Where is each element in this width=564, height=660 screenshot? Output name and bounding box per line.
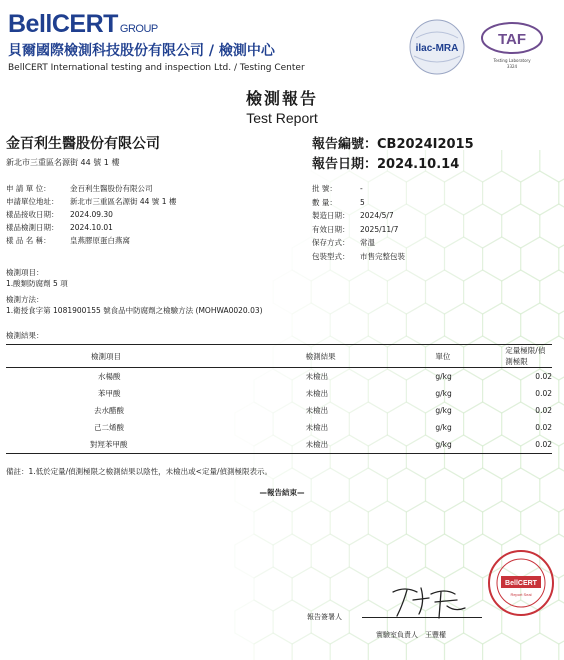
hexagon-shape	[273, 600, 311, 644]
info-sample-name: 樣 品 名 稱： 皇燕膠原蛋白燕窩	[6, 236, 130, 245]
hexagon-shape	[559, 171, 564, 215]
info-packaging: 包裝型式： 市售完整包裝	[312, 251, 405, 261]
report-title-zh: 檢測報告	[245, 89, 318, 108]
hexagon-shape	[483, 501, 521, 545]
ilac-mra-logo	[406, 18, 468, 78]
taf-text: TAF	[497, 31, 527, 48]
hexagon-shape	[483, 633, 521, 660]
test-items-value: 1.酸類防腐劑 5 項	[6, 279, 68, 288]
col-header-limit: 定量極限/偵測極限	[505, 346, 546, 366]
hexagon-shape	[349, 534, 387, 578]
signer-label: 報告簽署人	[307, 613, 342, 621]
hexagon-shape	[330, 501, 368, 545]
hexagon-shape	[559, 567, 564, 611]
cell-result: 未檢出	[305, 423, 329, 432]
hexagon-shape	[483, 237, 521, 281]
test-items-section	[6, 267, 68, 289]
hexagon-shape	[292, 501, 330, 545]
hexagon-shape	[521, 501, 559, 545]
hexagon-shape	[311, 600, 349, 644]
cell-unit: g/kg	[435, 372, 452, 381]
test-method-heading: 檢測方法：	[6, 295, 44, 304]
test-method-value: 1.衛授食字第 1081900155 號食品中防腐劑之檢驗方法 (MOHWA0020.03)	[6, 306, 263, 315]
hexagon-shape	[483, 303, 521, 347]
company-name-en: BellCERT International testing and inspection Ltd. / Testing Center	[8, 63, 305, 73]
taf-caption: Testing Laboratory 3324	[493, 58, 531, 69]
hexagon-shape	[502, 270, 540, 314]
hexagon-shape	[254, 633, 292, 660]
hexagon-shape	[406, 171, 444, 215]
hexagon-shape	[406, 501, 444, 545]
hexagon-shape	[330, 567, 368, 611]
hexagon-shape	[368, 501, 406, 545]
cell-item: 苯甲酸	[98, 389, 121, 398]
info-applicant-address: 申請單位地址： 新北市三重區名源街 44 號 1 樓	[6, 197, 177, 206]
footnote: 備註：1.低於定量/偵測極限之檢測結果以陰性，未檢出或<定量/偵測極限表示。	[6, 467, 272, 476]
hexagon-shape	[445, 303, 483, 347]
hexagon-shape	[445, 171, 483, 215]
hexagon-shape	[406, 237, 444, 281]
cell-item: 水楊酸	[98, 372, 121, 381]
lab-supervisor: 實驗室負責人 王豐權	[376, 631, 446, 639]
hexagon-shape	[464, 270, 502, 314]
cell-limit: 0.02	[535, 440, 552, 449]
cell-unit: g/kg	[435, 440, 452, 449]
company-name-zh: 貝爾國際檢測科技股份有限公司 / 檢測中心	[8, 43, 275, 59]
customer-name: 金百利生醫股份有限公司	[6, 136, 160, 152]
company-seal	[487, 549, 555, 617]
cell-result: 未檢出	[305, 440, 329, 449]
cell-item: 對羥苯甲酸	[90, 440, 128, 449]
hexagon-shape	[464, 204, 502, 248]
hexagon-shape	[311, 534, 349, 578]
hexagon-shape	[235, 600, 273, 644]
hexagon-shape	[540, 150, 564, 182]
hexagon-shape	[426, 534, 464, 578]
seal-name: BellCERT	[505, 580, 537, 587]
hexagon-shape	[273, 534, 311, 578]
cell-result: 未檢出	[305, 372, 329, 381]
ilac-text: ilac-MRA	[415, 43, 459, 54]
hexagon-shape	[559, 501, 564, 545]
results-heading: 檢測結果：	[6, 331, 44, 340]
hexagon-shape	[483, 171, 521, 215]
hexagon-shape	[406, 303, 444, 347]
hexagon-shape	[368, 303, 406, 347]
sample-info-left	[6, 182, 176, 247]
info-manufacture-date: 製造日期： 2024/5/7	[312, 211, 394, 220]
info-quantity: 數 量： 5	[312, 197, 365, 207]
col-header-item: 檢測項目	[91, 351, 121, 361]
hexagon-shape	[311, 270, 349, 314]
hexagon-shape	[521, 303, 559, 347]
seal-sub: Report Seal	[510, 592, 532, 597]
hexagon-shape	[235, 534, 273, 578]
hexagon-shape	[330, 633, 368, 660]
info-applicant: 申 請 單 位： 金百利生醫股份有限公司	[6, 184, 153, 193]
col-header-unit: 單位	[435, 351, 451, 361]
cell-result: 未檢出	[305, 406, 329, 415]
table-row	[6, 368, 552, 386]
hexagon-shape	[426, 270, 464, 314]
hexagon-shape	[292, 633, 330, 660]
hexagon-shape	[387, 270, 425, 314]
report-date: 報告日期：2024.10.14	[312, 157, 460, 172]
hexagon-shape	[292, 567, 330, 611]
cell-result: 未檢出	[305, 389, 329, 398]
hexagon-shape	[349, 270, 387, 314]
col-header-result: 檢測結果	[305, 351, 336, 361]
cell-unit: g/kg	[435, 389, 452, 398]
hexagon-shape	[540, 204, 564, 248]
hexagon-shape	[330, 303, 368, 347]
hexagon-shape	[464, 150, 502, 182]
hexagon-shape	[521, 237, 559, 281]
cell-unit: g/kg	[435, 423, 452, 432]
hexagon-shape	[559, 435, 564, 479]
hexagon-shape	[387, 534, 425, 578]
info-receive-date: 樣品接收日期： 2024.09.30	[6, 210, 113, 219]
table-header-row	[6, 345, 552, 368]
cell-item: 去水醋酸	[94, 406, 124, 415]
cell-limit: 0.02	[535, 423, 552, 432]
hexagon-shape	[559, 303, 564, 347]
hexagon-shape	[559, 369, 564, 413]
hexagon-shape	[254, 501, 292, 545]
cell-limit: 0.02	[535, 406, 552, 415]
hexagon-shape	[426, 204, 464, 248]
hexagon-shape	[540, 270, 564, 314]
info-test-date: 樣品檢測日期： 2024.10.01	[6, 223, 113, 232]
info-expiry-date: 有效日期： 2025/11/7	[312, 224, 399, 234]
test-items-heading: 檢測項目：	[6, 268, 44, 277]
cell-item: 己二烯酸	[94, 423, 124, 432]
report-number: 報告編號：CB2024I2015	[312, 137, 474, 152]
hexagon-shape	[521, 171, 559, 215]
hexagon-shape	[292, 303, 330, 347]
table-row	[6, 436, 552, 454]
hexagon-shape	[559, 633, 564, 660]
hexagon-shape	[502, 150, 540, 182]
hexagon-shape	[254, 567, 292, 611]
results-table	[6, 344, 552, 454]
info-storage: 保存方式： 常溫	[312, 238, 375, 247]
hexagon-shape	[502, 204, 540, 248]
brand-logo: BellCERT GROUP	[8, 10, 158, 38]
report-title-en: Test Report	[246, 110, 318, 126]
table-row	[6, 385, 552, 402]
test-method-section	[6, 294, 263, 316]
cell-unit: g/kg	[435, 406, 452, 415]
hexagon-shape	[273, 270, 311, 314]
hexagon-shape	[445, 501, 483, 545]
cell-limit: 0.02	[535, 372, 552, 381]
end-of-report: —報告結束—	[259, 488, 305, 497]
cell-limit: 0.02	[535, 389, 552, 398]
sample-info-right	[312, 182, 405, 263]
hexagon-shape	[445, 633, 483, 660]
hexagon-shape	[521, 633, 559, 660]
customer-address: 新北市三重區名源街 44 號 1 樓	[6, 158, 120, 167]
handwritten-signature	[385, 582, 475, 622]
table-row	[6, 419, 552, 436]
hexagon-shape	[445, 237, 483, 281]
hexagon-shape	[559, 237, 564, 281]
info-batch: 批 號： -	[312, 184, 363, 193]
table-row	[6, 402, 552, 419]
